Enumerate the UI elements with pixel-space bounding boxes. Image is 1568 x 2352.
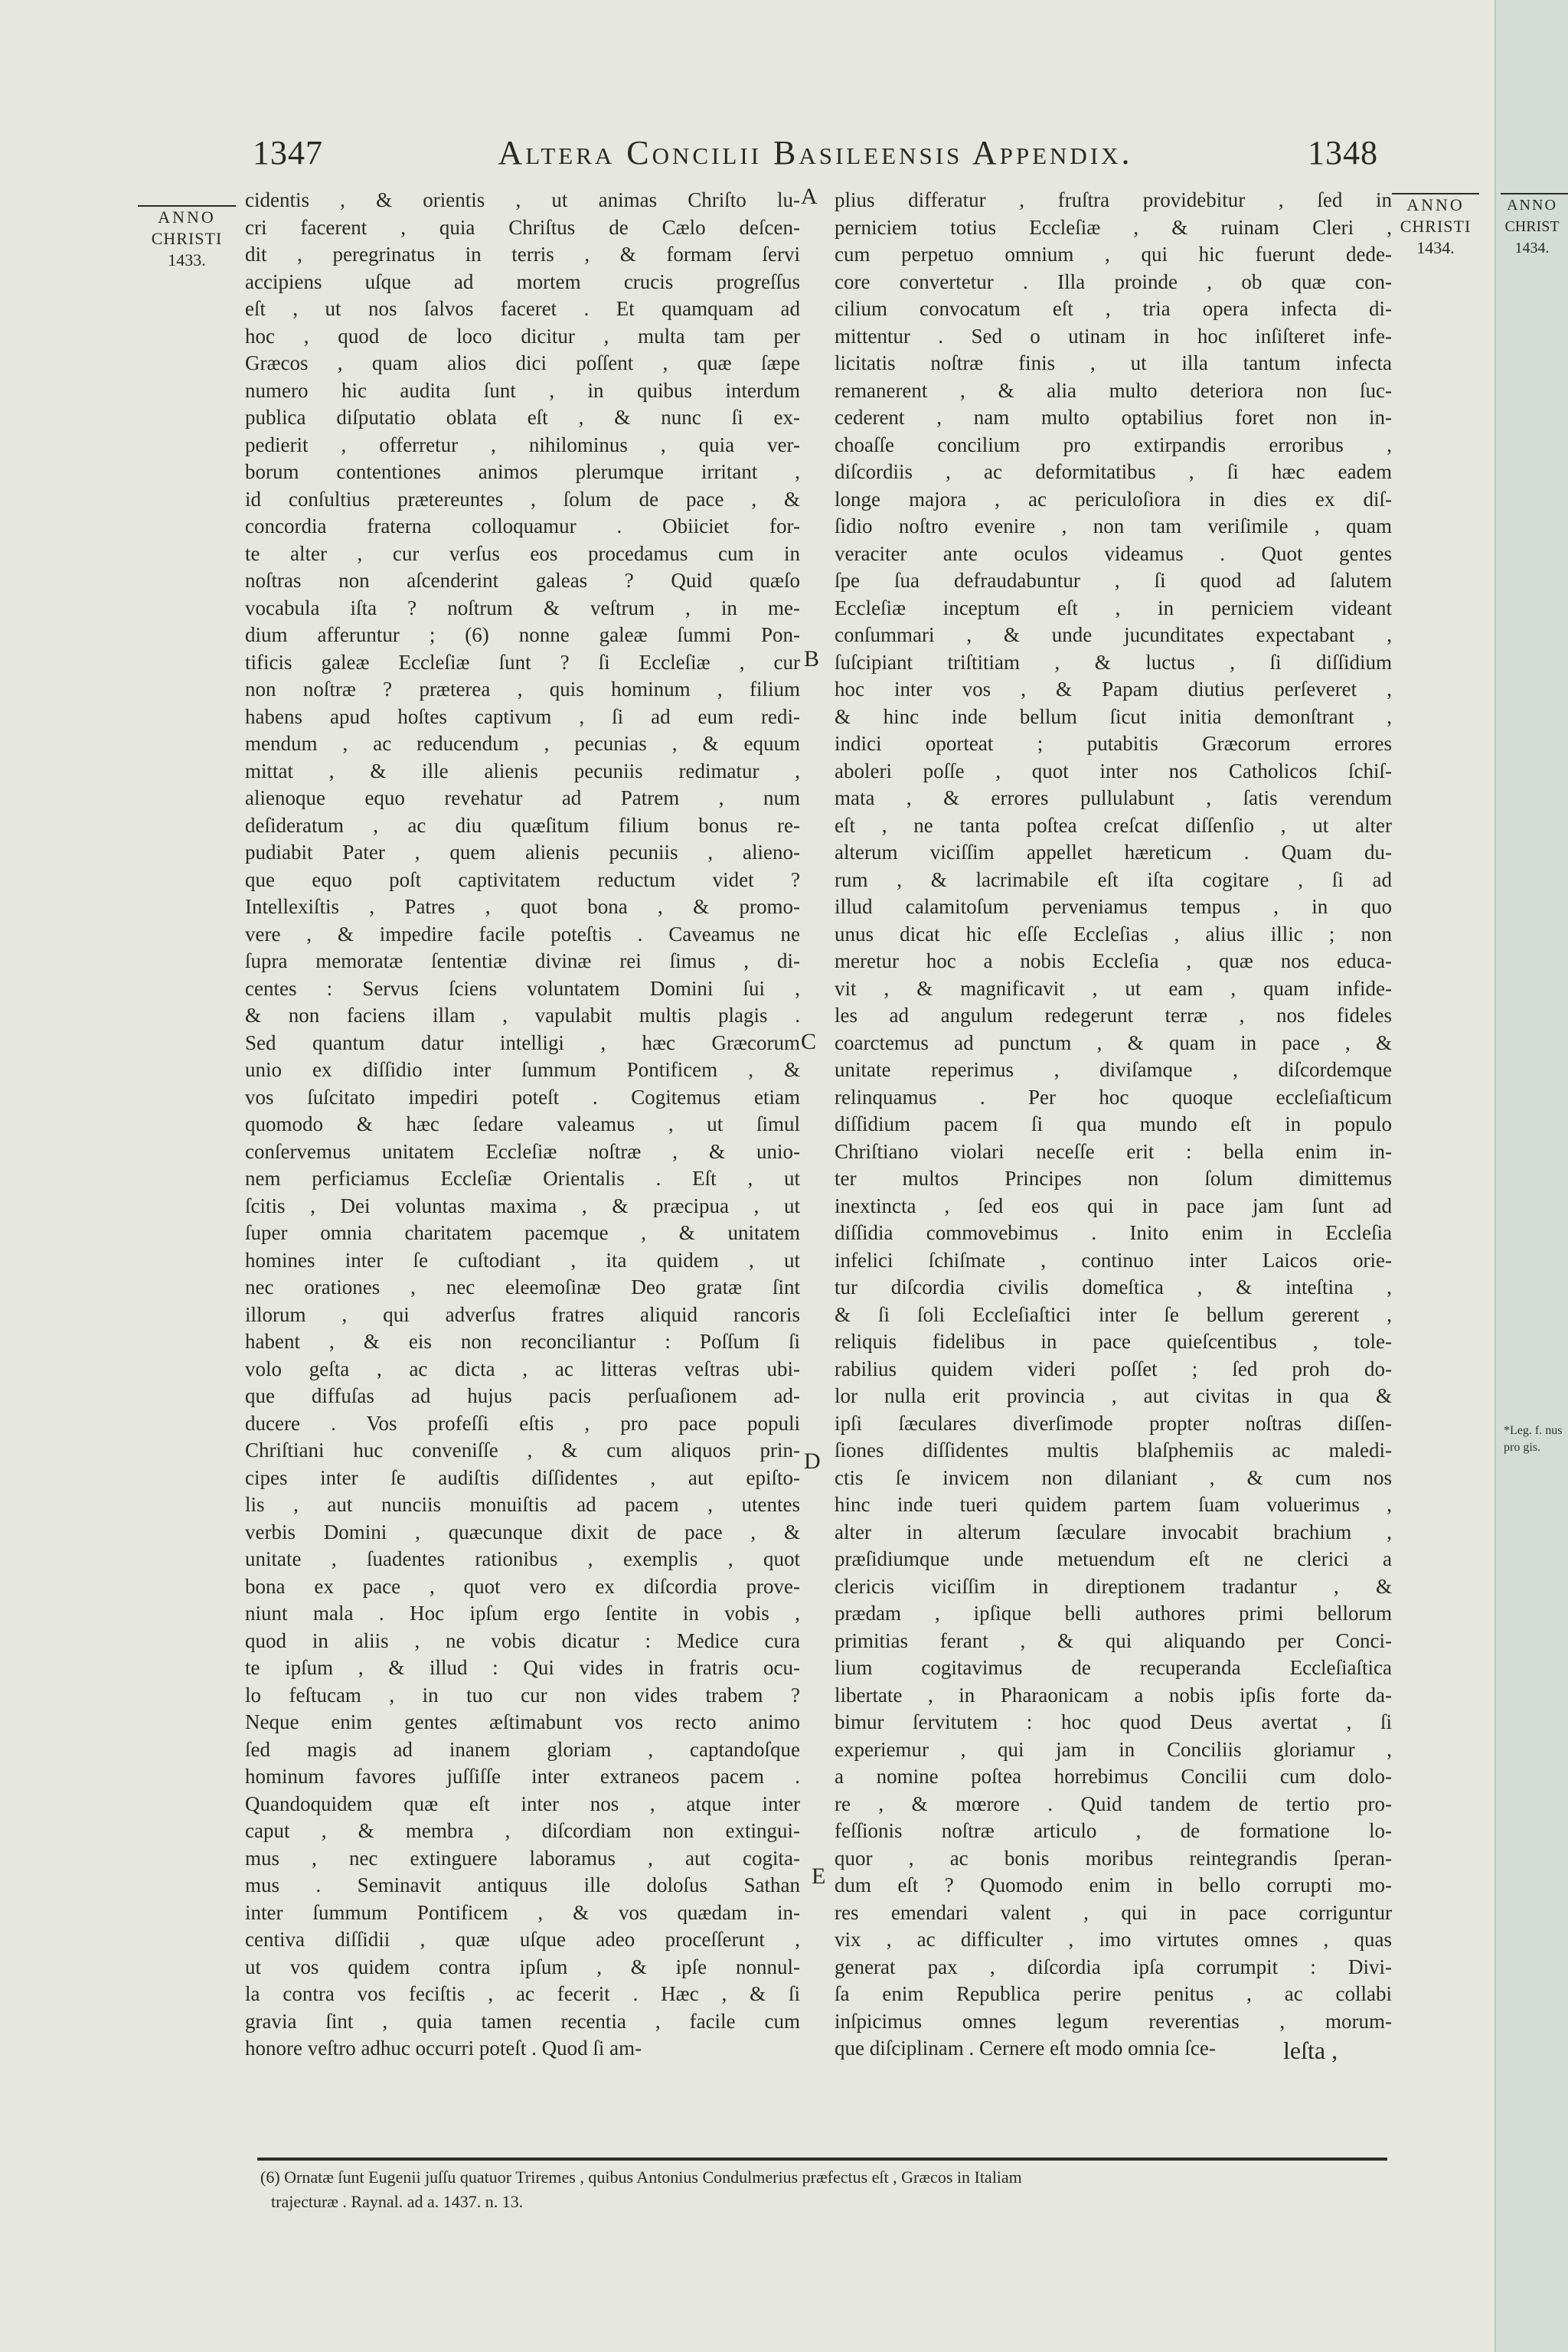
text-line: ſed magis ad inanem gloriam , captandoſque (245, 1737, 800, 1761)
text-line: diſſidia commovebimus . Inito enim in Eccleſia (835, 1221, 1392, 1244)
edge-side-note: *Leg. f. nus pro gis. (1504, 1424, 1563, 1454)
text-line: Eccleſiæ inceptum eſt , in perniciem videant (835, 596, 1392, 619)
text-line: dum eſt ? Quomodo enim in bello corrupti mo- (835, 1873, 1392, 1896)
text-line: generat pax , diſcordia ipſa corrumpit : Divi- (835, 1955, 1392, 1978)
text-line: hinc inde tueri quidem partem ſuam voluerimus , (835, 1493, 1392, 1516)
text-line: ſcitis , Dei voluntas maxima , & præcipua , ut (245, 1194, 800, 1217)
text-line: unio ex diſſidio inter ſummum Pontificem , & (245, 1058, 800, 1081)
text-line: niunt mala . Hoc ipſum ergo ſentite in vobis , (245, 1602, 800, 1625)
text-line: deſideratum , ac diu quæſitum filium bonus re- (245, 813, 800, 837)
text-line: ſidio noſtro evenire , non tam veriſimile , quam (835, 514, 1392, 537)
text-line: re , & mœrore . Quid tandem de tertio pro- (835, 1792, 1392, 1815)
text-line: lo feſtucam , in tuo cur non vides trabem ? (245, 1683, 800, 1707)
edge-year-note (1498, 194, 1566, 259)
catchword: leſta , (1283, 2037, 1338, 2064)
text-line: inſpicimus omnes legum reverentias , morum- (835, 2009, 1392, 2033)
text-line: ſpe ſua defraudabuntur , ſi quod ad ſalutem (835, 569, 1392, 592)
text-line: feſſionis noſtræ articulo , de formatione lo- (835, 1819, 1392, 1842)
text-line: indici oporteat ; putabitis Græcorum errores (835, 732, 1392, 755)
text-line: licitatis noſtræ finis , ut illa tantum infecta (835, 351, 1392, 374)
text-line: & non faciens illam , vapulabit multis plagis . (245, 1004, 800, 1027)
margin-christi: CHRISTI (151, 229, 223, 248)
text-line: les ad angulum redegerunt terræ , nos fideles (835, 1004, 1392, 1027)
text-line: quod in aliis , ne vobis dicatur : Medice cura (245, 1628, 800, 1652)
section-letter-b: B (804, 646, 820, 671)
text-line: mus , nec extinguere laboramus , aut cogita- (245, 1846, 800, 1870)
text-line: rum , & lacrimabile eſt iſta cogitare , ſi ad (835, 867, 1392, 891)
text-line: ipſi ſæculares diverſimode propter noſtras diſſen- (835, 1411, 1392, 1435)
text-line: infelici ſchiſmate , continuo inter Laicos orie- (835, 1248, 1392, 1272)
text-line: lium cogitavimus de recuperanda Eccleſiaſtica (835, 1656, 1392, 1679)
section-letter-d: D (804, 1449, 821, 1474)
text-line: Chriſtiani huc conveniſſe , & cum aliquos prin- (245, 1439, 800, 1462)
text-line: vit , & magnificavit , ut eam , quam infide- (835, 976, 1392, 1000)
text-line: dium afferuntur ; (6) nonne galeæ ſummi Pon- (245, 623, 800, 646)
text-line: ſa enim Republica perire penitus , ac collabi (835, 1982, 1392, 2005)
margin-year-note-right (1386, 194, 1485, 259)
text-line: mus . Seminavit antiquus ille doloſus Sathan (245, 1873, 800, 1896)
text-line: alienoque equo revehatur ad Patrem , num (245, 786, 800, 809)
text-line: unus dicat hic eſſe Eccleſias , alius illic ; non (835, 922, 1392, 946)
text-line: concordia fraterna colloquamur . Obiiciet for- (245, 514, 800, 537)
text-line: lor nulla erit provincia , aut civitas in qua & (835, 1384, 1392, 1407)
text-line: aboleri poſſe , quot inter nos Catholicos ſchiſ- (835, 759, 1392, 782)
text-line: primitias ferant , & qui aliquando per Conci- (835, 1628, 1392, 1652)
text-line: diſſidium pacem ſi qua mundo eſt in populo (835, 1112, 1392, 1135)
margin-anno: ANNO (158, 207, 216, 227)
margin-year: 1433. (168, 250, 206, 270)
text-line: rabilius quidem videri poſſet ; ſed proh do- (835, 1357, 1392, 1380)
text-line: Græcos , quam alios dici poſſent , quæ ſæpe (245, 351, 800, 374)
text-line: longe majora , ac periculoſiora in dies ex diſ- (835, 487, 1392, 511)
margin-christi: CHRISTI (1400, 217, 1472, 236)
text-line: mittentur . Sed o utinam in hoc inſiſteret infe- (835, 324, 1392, 348)
page-number-right: 1348 (1308, 134, 1378, 172)
text-line: core convertetur . Illa proinde , ob quæ con- (835, 270, 1392, 293)
running-header (253, 129, 1378, 178)
text-line: a nomine poſtea horrebimus Concilii cum dolo- (835, 1765, 1392, 1788)
text-line: mendum , ac reducendum , pecunias , & equum (245, 732, 800, 755)
text-line: honore veſtro adhuc occurri poteſt . Quod ſi am- (245, 2037, 642, 2060)
text-line: inextincta , ſed eos qui in pace jam ſunt ad (835, 1194, 1392, 1217)
text-line: publica diſputatio oblata eſt , & nunc ſi ex- (245, 406, 800, 429)
text-line: hoc inter vos , & Papam diutius perſeveret , (835, 678, 1392, 701)
text-line: vos ſuſcitato impediri poteſt . Cogitemus etiam (245, 1085, 800, 1109)
text-line: ſiones diſſidentes multis blaſphemiis ac maledi- (835, 1439, 1392, 1462)
text-line: vocabula iſta ? noſtrum & veſtrum , in me- (245, 596, 800, 619)
text-line: reliquis fidelibus in pace quieſcentibus , tole- (835, 1330, 1392, 1353)
text-line: veraciter ante oculos videamus . Quot gentes (835, 541, 1392, 565)
edge-year: 1434. (1514, 240, 1550, 256)
text-line: non noſtræ ? præterea , quis hominum , filium (245, 678, 800, 701)
text-line: habens apud hoſtes captivum , ſi ad eum redi- (245, 704, 800, 728)
text-line: remanerent , & alia multo deteriora non ſuc- (835, 378, 1392, 402)
text-line: Chriſtiano violari neceſſe erit : bella enim in- (835, 1139, 1392, 1163)
text-line: Quandoquidem quæ eſt inter nos , atque inter (245, 1792, 800, 1815)
text-line: cipes inter ſe audiſtis diſſidentes , aut epiſto- (245, 1465, 800, 1489)
text-line: Neque enim gentes æſtimabunt vos recto animo (245, 1710, 800, 1733)
text-line: vix , ac difficulter , imo virtutes omnes , quas (835, 1928, 1392, 1951)
text-line: que diſciplinam . Cernere eſt modo omnia ſce- (835, 2037, 1216, 2060)
text-line: plius differatur , fruſtra providebitur , ſed in (835, 188, 1392, 211)
text-line: te ipſum , & illud : Qui vides in fratris ocu- (245, 1656, 800, 1679)
text-line: cidentis , & orientis , ut animas Chriſto lu- (245, 188, 800, 211)
text-line: illud calamitoſum perveniamus tempus , in quo (835, 895, 1392, 918)
text-line: hoc , quod de loco dicitur , multa tam per (245, 324, 800, 348)
text-line: clericis viciſſim in direptionem tradantur , & (835, 1574, 1392, 1598)
text-line: quor , ac bonis moribus reintegrandis ſperan- (835, 1846, 1392, 1870)
text-line: dit , peregrinatus in terris , & formam ſervi (245, 243, 800, 266)
text-line: choaſſe concilium pro extirpandis erroribus , (835, 433, 1392, 456)
text-column-left (245, 187, 800, 2063)
text-line: prædam , ipſique belli authores primi bellorum (835, 1602, 1392, 1625)
margin-year-note-left (133, 207, 240, 271)
text-line: illorum , qui adverſus fratres aliquid rancoris (245, 1302, 800, 1326)
text-line: res emendari valent , qui in pace corriguntur (835, 1900, 1392, 1924)
text-line: eſt , ne tanta poſtea creſcat diſſenſio , ut alter (835, 813, 1392, 837)
text-line: unitate reperimus , diviſamque , diſcordemque (835, 1058, 1392, 1081)
text-line: relinquamus . Per hoc quoque eccleſiaſticum (835, 1085, 1392, 1109)
text-line: & ſi ſoli Eccleſiaſtici inter ſe bellum gererent , (835, 1302, 1392, 1326)
text-line: Sed quantum datur intelligi , hæc Græcorum (245, 1031, 800, 1054)
text-line: cederent , nam multo optabilius foret non in- (835, 406, 1392, 429)
page-number-left: 1347 (253, 134, 323, 172)
text-line: experiemur , qui jam in Conciliis gloriamur , (835, 1737, 1392, 1761)
text-line: accipiens uſque ad mortem crucis progreſſus (245, 270, 800, 293)
text-line: alterum viciſſim appellet hæreticum . Quam du- (835, 841, 1392, 864)
margin-anno: ANNO (1406, 195, 1465, 214)
text-line: caput , & membra , diſcordiam non extingui- (245, 1819, 800, 1842)
text-line: Intellexiſtis , Patres , quot bona , & promo- (245, 895, 800, 918)
text-line: mittat , & ille alienis pecuniis redimatur , (245, 759, 800, 782)
running-title: Altera Concilii Basileensis Appendix. (498, 134, 1133, 172)
text-line: bona ex pace , quot vero ex diſcordia prove- (245, 1574, 800, 1598)
text-line: diſcordiis , ac deformitatibus , ſi hæc eadem (835, 460, 1392, 483)
text-line: meretur hoc a nobis Eccleſia , quæ nos educa- (835, 949, 1392, 972)
text-line: cum perpetuo omnium , qui hic fuerunt dede- (835, 243, 1392, 266)
text-line: conſummari , & unde jucunditates expectabant , (835, 623, 1392, 646)
text-line: hominum favores juſſiſſe inter extraneos pacem . (245, 1765, 800, 1788)
text-line: ſuſcipiant triſtitiam , & luctus , ſi diſſidium (835, 650, 1392, 674)
text-line: inter ſummum Pontificem , & vos quædam in- (245, 1900, 800, 1924)
text-line: ſupra memoratæ ſententiæ divinæ rei ſimus , di- (245, 949, 800, 972)
text-line: la contra vos feciſtis , ac fecerit . Hæc , & ſi (245, 1982, 800, 2005)
text-line: nem perficiamus Eccleſiæ Orientalis . Eſt , ut (245, 1167, 800, 1190)
text-line: lis , aut nunciis monuiſtis ad pacem , utentes (245, 1493, 800, 1516)
text-line: tur diſcordia civilis domeſtica , & inteſtina , (835, 1276, 1392, 1298)
footnote (260, 2165, 1386, 2214)
text-line: alter in alterum ſæculare invocabit brachium , (835, 1520, 1392, 1544)
text-line: id conſultius prætereuntes , ſolum de pace , & (245, 487, 800, 511)
text-line: unitate , ſuadentes rationibus , exemplis , quot (245, 1547, 800, 1570)
section-letter-c: C (801, 1029, 817, 1054)
text-line: & hinc inde bellum ſicut initia demonſtrant , (835, 704, 1392, 728)
text-line: centiva diſſidii , quæ uſque adeo proceſſerunt , (245, 1928, 800, 1951)
text-line: cri facerent , quia Chriſtus de Cælo deſcen- (245, 215, 800, 239)
section-letter-e: E (812, 1864, 826, 1889)
text-line: vere , & impedire facile poteſtis . Caveamus ne (245, 922, 800, 946)
text-line: te alter , cur verſus eos procedamus cum in (245, 541, 800, 565)
text-line: libertate , in Pharaonicam a nobis ipſis forte da- (835, 1683, 1392, 1707)
text-line: conſervemus unitatem Eccleſiæ noſtræ , & unio- (245, 1139, 800, 1163)
text-line: centes : Servus ſciens voluntatem Domini ſui , (245, 976, 800, 1000)
footnote-line: (6) Ornatæ ſunt Eugenii juſſu quatuor Triremes , quibus Antonius Condulmerius præfectus eſt , Græcos in Italiam (260, 2167, 1022, 2187)
text-line: cilium convocatum eſt , tria opera infecta di- (835, 297, 1392, 320)
text-line: quomodo & hæc ſedare valeamus , ut ſimul (245, 1112, 800, 1135)
text-line: præſidiumque unde metuendum eſt ne clerici a (835, 1547, 1392, 1570)
text-line: perniciem totius Eccleſiæ , & ruinam Cleri , (835, 215, 1392, 239)
text-line: borum contentiones animos plerumque irritant , (245, 460, 800, 483)
section-letter-a: A (801, 184, 818, 209)
text-line: que equo poſt captivitatem reductum videt ? (245, 867, 800, 891)
text-line: pudiabit Pater , quem alienis pecuniis , alieno- (245, 841, 800, 864)
text-line: noſtras non aſcenderint galeas ? Quid quæſo (245, 569, 800, 592)
text-line: bimur ſervitutem : hoc quod Deus avertat , ſi (835, 1710, 1392, 1733)
text-line: numero hic audita ſunt , in quibus interdum (245, 378, 800, 402)
text-line: pedierit , offerretur , nihilominus , quia ver- (245, 433, 800, 456)
text-line: gravia ſint , quia tamen recentia , facile cum (245, 2009, 800, 2033)
text-line: homines inter ſe cuſtodiant , ita quidem , ut (245, 1248, 800, 1272)
footnote-line: trajecturæ . Raynal. ad a. 1437. n. 13. (271, 2192, 524, 2211)
text-line: ter multos Principes non ſolum dimittemus (835, 1167, 1392, 1190)
facing-page-edge (1494, 0, 1568, 2352)
edge-christi: CHRIST (1504, 218, 1560, 235)
text-line: eſt , ut nos ſalvos faceret . Et quamquam ad (245, 297, 800, 320)
text-line: ctis ſe invicem non dilaniant , & cum nos (835, 1465, 1392, 1489)
text-line: ſuper omnia charitatem pacemque , & unitatem (245, 1221, 800, 1244)
text-line: volo geſta , ac dicta , ac litteras veſtras ubi- (245, 1357, 800, 1380)
text-line: verbis Domini , quæcunque dixit de pace , & (245, 1520, 800, 1544)
text-column-right (835, 187, 1392, 2063)
text-line: que diffuſas ad hujus pacis perſuaſionem ad- (245, 1384, 800, 1407)
edge-anno: ANNO (1507, 197, 1557, 214)
text-line: ut vos quidem contra ipſum , & ipſe nonnul- (245, 1955, 800, 1978)
margin-year: 1434. (1416, 238, 1455, 257)
text-line: coarctemus ad punctum , & quam in pace , & (835, 1031, 1392, 1054)
footnote-rule (257, 2158, 1387, 2161)
text-line: mata , & errores pullulabunt , ſatis verendum (835, 786, 1392, 809)
text-line: nec orationes , nec eleemoſinæ Deo gratæ ſint (245, 1276, 800, 1298)
text-line: tificis galeæ Eccleſiæ ſunt ? ſi Eccleſiæ , cur (245, 650, 800, 674)
text-line: habent , & eis non reconciliantur : Poſſum ſi (245, 1330, 800, 1353)
text-line: ducere . Vos profeſſi eſtis , pro pace populi (245, 1411, 800, 1435)
